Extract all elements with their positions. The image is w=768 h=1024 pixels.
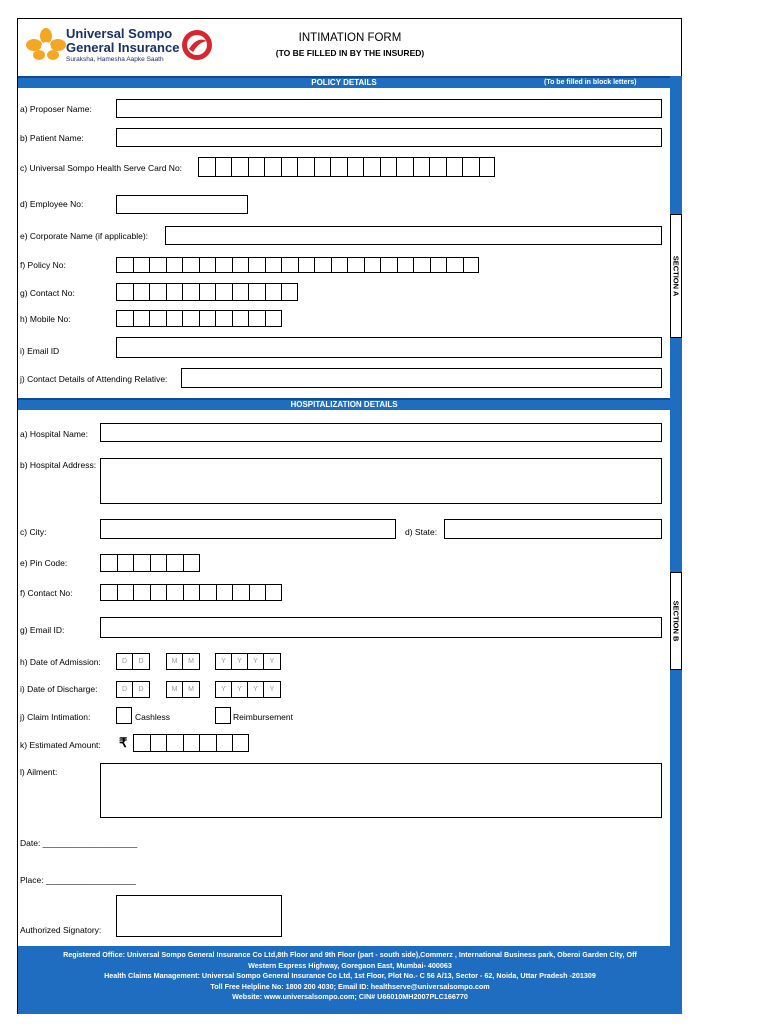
discharge-year-field[interactable] [215,681,281,698]
pin-code-field[interactable] [100,554,200,572]
state-field[interactable] [444,519,662,539]
claims-management-line: Health Claims Management: Universal Sompo General Insurance Co Ltd, 1st Floor, Plot No.- C 56 A/13, Sector - 62, Noida, Uttar Pradesh -201309 [104,971,596,981]
policy-no-field[interactable] [116,257,479,273]
day-hint: D [117,654,133,669]
admission-year-field[interactable] [215,653,281,670]
proposer-name-field[interactable] [116,99,662,118]
estimated-amount-label: k) Estimated Amount: [20,740,101,750]
block-letters-note: (To be filled in block letters) [544,79,637,86]
cashless-checkbox[interactable] [116,707,132,724]
estimated-amount-field[interactable] [133,734,249,752]
side-strip-b-top [670,398,682,572]
year-hint: Y [248,654,264,669]
section-a-band [18,76,670,88]
brand-name-line2: General Insurance [66,40,180,55]
city-field[interactable] [100,519,396,539]
hospital-email-label: g) Email ID: [20,625,65,635]
month-hint: M [167,654,183,669]
section-b-label: SECTION B [671,600,681,642]
cashless-label: Cashless [135,712,170,722]
year-hint: Y [248,682,264,697]
hospital-name-label: a) Hospital Name: [20,429,89,439]
contact-no-field[interactable] [116,283,298,301]
reimbursement-checkbox[interactable] [215,707,231,724]
section-a-side-tab [670,214,682,338]
email-id-field[interactable] [116,337,662,358]
brand-tagline: Suraksha, Hamesha Aapke Saath [66,56,164,63]
corporate-name-field[interactable] [165,226,662,245]
hospital-address-label: b) Hospital Address: [20,460,97,470]
state-label: d) State: [405,527,438,537]
date-line: Date: ____________________ [20,838,138,848]
hospital-contact-label: f) Contact No: [20,588,73,598]
company-logo [26,24,216,68]
side-strip-b-bottom [670,670,682,946]
patient-name-label: b) Patient Name: [20,133,84,143]
health-card-field[interactable] [198,157,495,177]
month-hint: M [167,682,183,697]
admission-month-field[interactable] [166,653,200,670]
place-line: Place: ___________________ [20,875,136,885]
city-label: c) City: [20,527,47,537]
discharge-day-field[interactable] [116,681,150,698]
footer-address-block [18,946,682,1014]
year-hint: Y [269,686,275,693]
ailment-label: l) Ailment: [20,767,58,777]
year-hint: Y [216,682,232,697]
year-hint: Y [232,654,248,669]
website-line: Website: www.universalsompo.com; CIN# U66010MH2007PLC166770 [232,992,468,1002]
helpline-line: Toll Free Helpline No: 1800 200 4030; Email ID: healthserve@universalsompo.com [210,981,490,991]
policy-no-label: f) Policy No: [20,260,66,270]
year-hint: Y [216,654,232,669]
sompo-flower-icon [26,28,66,60]
hospital-email-field[interactable] [100,617,662,638]
hospital-name-field[interactable] [100,423,662,442]
side-strip-a-bottom [670,338,682,398]
relative-contact-field[interactable] [181,368,662,388]
employee-no-field[interactable] [116,195,248,214]
discharge-date-label: i) Date of Discharge: [20,684,98,694]
health-card-label: c) Universal Sompo Health Serve Card No: [20,163,183,173]
section-b-side-tab [670,572,682,670]
day-hint: D [138,658,144,665]
claim-intimation-label: j) Claim Intimation: [20,712,91,722]
pin-code-label: e) Pin Code: [20,558,68,568]
hospital-address-field[interactable] [100,458,662,504]
admission-date-label: h) Date of Admission: [20,657,101,667]
email-id-label: i) Email ID [20,346,60,356]
year-hint: Y [232,682,248,697]
admission-day-field[interactable] [116,653,150,670]
section-b-band [18,398,670,410]
signature-box[interactable] [116,895,282,937]
ailment-field[interactable] [100,763,662,818]
registered-office-line-2: Western Express Highway, Goregaon East, Mumbai- 400063 [248,960,452,970]
employee-no-label: d) Employee No: [20,199,84,209]
day-hint: D [117,682,133,697]
brand-name-line1: Universal Sompo [66,26,173,41]
side-strip-a-top [670,76,682,214]
reimbursement-label: Reimbursement [233,712,293,722]
day-hint: D [138,686,144,693]
rupee-icon: ₹ [119,735,128,750]
mobile-no-label: h) Mobile No: [20,314,71,324]
registered-office-line: Registered Office: Universal Sompo General Insurance Co Ltd,8th Floor and 9th Floor (part - south side),Commerz , International Business park, Oberoi Garden City, Off [63,950,637,959]
proposer-name-label: a) Proposer Name: [20,104,92,114]
month-hint: M [188,658,194,665]
form-subtitle: (TO BE FILLED IN BY THE INSURED) [275,48,425,58]
form-title: INTIMATION FORM [298,32,402,44]
hospital-contact-field[interactable] [100,584,282,601]
relative-contact-label: j) Contact Details of Attending Relative: [20,374,168,384]
mobile-no-field[interactable] [116,310,282,327]
patient-name-field[interactable] [116,128,662,147]
hospitalization-details-heading: HOSPITALIZATION DETAILS [290,400,398,409]
authorized-signatory-label: Authorized Signatory: [20,925,102,935]
year-hint: Y [269,658,275,665]
contact-no-label: g) Contact No: [20,288,75,298]
section-a-label: SECTION A [671,255,681,297]
corporate-name-label: e) Corporate Name (if applicable): [20,231,149,241]
month-hint: M [188,686,194,693]
policy-details-heading: POLICY DETAILS [311,78,377,87]
discharge-month-field[interactable] [166,681,200,698]
